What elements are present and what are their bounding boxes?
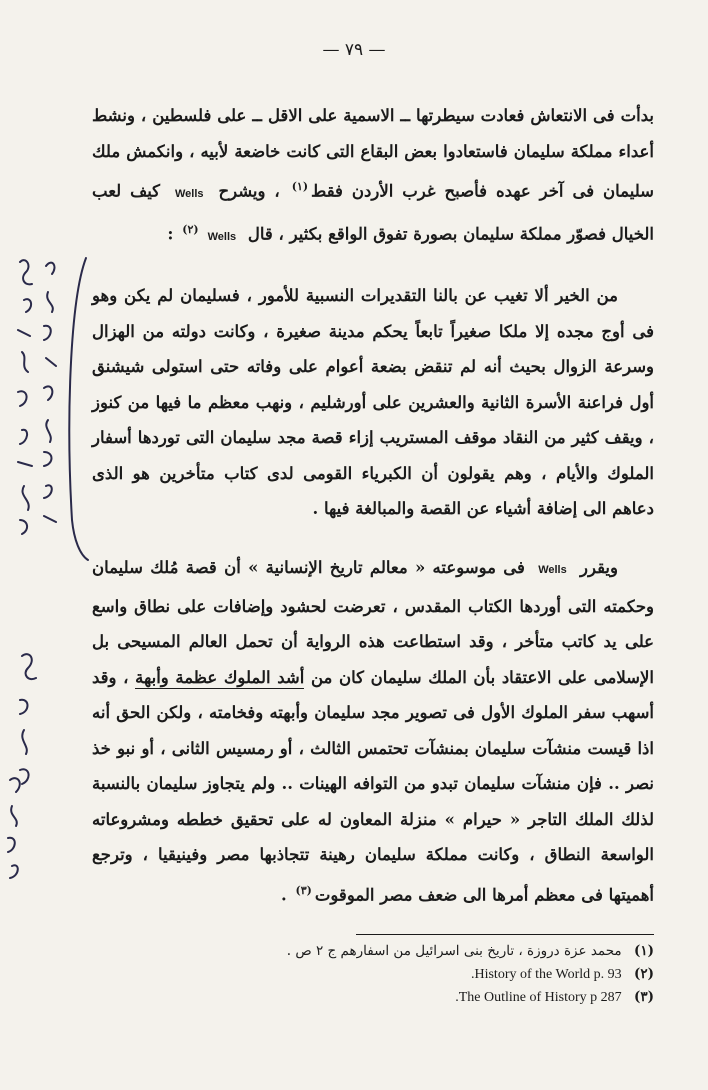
text-run: تفوق الواقع بكثير ، قال [247, 224, 408, 244]
text-run: بدأت فى الانتعاش فعادت سيطرتها ــ الاسمية على الاقل ــ على فلسطين ، [140, 106, 654, 125]
text-run: يكن وهو فى أوج مجده إلا ملكا صغيراً تابعاً يحكم مدينة صغيرة ، وكانت دولته من الهزال وسرعة الزوال بحيث أنه لم تنقض بضعة أعوام على وفاته حتى استولى شيشنق أول فراعنة الأسرة الثانية والعشرين على أورشليم ، ونهب معظم ما فيها من كنوز ، ويقف كثير من النقاد موقف المستريب إزاء قصة مجد سليمان التى توردها أسفار الملوك والأيام ، وهم يقولون أن الكبرياء القومى لدى كتاب متأخرين هو الذى دعاهم الى إضافة أشياء عن القصة والمبالغة فيها . [92, 286, 654, 518]
footnote-3 [150, 986, 654, 1009]
underlined-phrase: أشد الملوك عظمة وأبهة [135, 667, 305, 687]
text-run: : [167, 224, 174, 244]
latin-name-wells: Wells [538, 564, 567, 576]
footnote-text: History of the World p. 93. [470, 967, 622, 982]
footnote-text: The Outline of History p 287. [455, 990, 622, 1005]
text-run: . [281, 885, 287, 904]
quotation-paragraph [92, 278, 654, 527]
text-run: لأبيه ، وانكمش ملك سليمان فى آخر عهده فأصبح غرب الأردن [92, 141, 654, 201]
text-run: ونشط أعداء مملكة سليمان فاستعادوا بعض البقاع التى كانت خاضعة [92, 106, 654, 161]
paragraph-1 [92, 98, 654, 255]
footnote-ref-1[interactable]: (١) [291, 180, 309, 193]
footnote-ref-2[interactable]: (٢) [182, 223, 199, 236]
text-run: ، ويشرح [218, 181, 280, 201]
footnote-number: (١) [633, 943, 654, 959]
text-run: كيف لعب الخيال فصوّر مملكة سليمان بصورة [92, 181, 654, 244]
footnote-number: (٣) [633, 989, 654, 1005]
text-run: من الخير ألا تغيب عن بالنا التقديرات النسبية للأمور ، فسليمان لم [157, 286, 619, 305]
latin-name-wells: Wells [174, 187, 204, 200]
footnotes [150, 940, 654, 1009]
footnote-ref-3[interactable]: (٣) [295, 883, 312, 897]
footnote-1 [150, 940, 654, 963]
footnote-2 [150, 963, 654, 986]
handwritten-marginalia [0, 0, 92, 1090]
text-run: فى موسوعته « معالم تاريخ الإنسانية » أن قصة مُلك سليمان وحكمته التى أوردها الكتاب المقدس ، تعرضت لحشود وإضافات على نطاق واسع على يد كاتب متأخر ، وقد استطاعت هذه الرواية أن تحمل العالم المسيحى بل الإسلامى على الاعتقاد بأن الملك سليمان كان من [92, 558, 654, 687]
paragraph-3 [92, 550, 654, 913]
footnote-text: محمد عزة دروزة ، تاريخ بنى اسرائيل من اسفارهم ج ٢ ص . [286, 943, 622, 959]
text-run: ويقرر [580, 558, 618, 577]
page-number: — ٧٩ — [322, 40, 386, 60]
latin-name-wells: Wells [207, 230, 237, 243]
footnote-divider [356, 934, 654, 935]
footnote-number: (٢) [633, 966, 654, 982]
text-run: ، وقد أسهب سفر الملوك الأول فى تصوير مجد سليمان وأبهته وفخامته ، ولكن الحق أنه اذا قيست منشآت سليمان بمنشآت تحتمس الثالث ، أو رمسيس الثانى ، أو نبو خذ نصر .. فإن منشآت سليمان تبدو من التوافه الهينات .. ولم يتجاوز سليمان بالنسبة لذلك الملك التاجر « حيرام » منزلة المعاون له على تحقيق خططه ومشروعاته الواسعة النطاق ، وكانت مملكة سليمان رهينة تتجاذبها مصر وفينيقيا ، وترجع أهميتها فى معظم أمرها الى ضعف مصر الموقوت [92, 667, 654, 904]
text-run: فقط [311, 181, 343, 201]
